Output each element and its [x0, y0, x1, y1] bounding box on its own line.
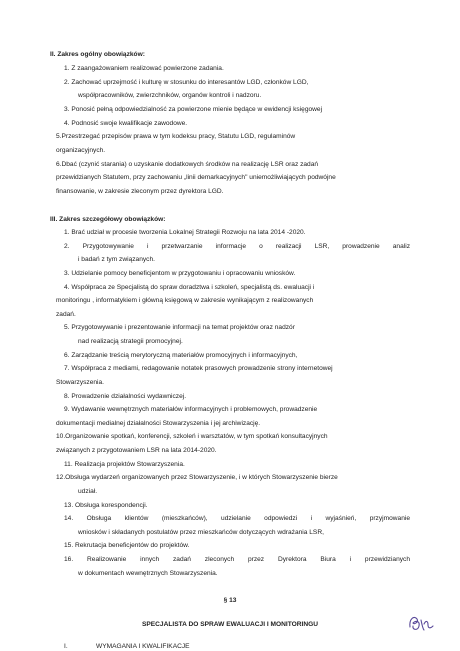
section-heading-general-duties: II. Zakres ogólny obowiązków: — [50, 51, 145, 58]
list-item: 1. Brać udział w procesie tworzenia Lokalnej Strategii Rozwoju na lata 2014 -2020. — [64, 229, 306, 236]
list-item: 2. Zachować uprzejmość i kulturę w stosunku do interesantów LGD, członków LGD, — [64, 79, 309, 86]
list-item: 10.Organizowanie spotkań, konferencji, szkoleń i warsztatów, w tym spotkań konsultacyjnych — [56, 433, 328, 440]
list-item-continuation: nad realizacją strategii promocyjnej. — [78, 338, 183, 345]
list-item: 4. Podnosić swoje kwalifikacje zawodowe. — [64, 120, 188, 127]
list-item-continuation: finansowanie, w zakresie zleconym przez dyrektora LGD. — [56, 188, 224, 195]
list-item-continuation: wniosków i składanych postulatów przez mieszkańców dotyczących wdrażania LSR, — [78, 529, 324, 536]
list-item: 9. Wydawanie wewnętrznych materiałów informacyjnych i problemowych, prowadzenie — [64, 406, 318, 413]
list-item: 4. Współpraca ze Specjalistą do spraw doradztwa i szkoleń, specjalistą ds. ewaluacji i — [64, 284, 315, 291]
list-item-continuation: w dokumentach wewnętrznych Stowarzyszenia. — [78, 570, 218, 577]
list-item-continuation: Stowarzyszenia. — [56, 379, 105, 386]
handwritten-signature — [406, 610, 436, 634]
list-item-continuation: udział. — [78, 488, 98, 495]
section-heading-detailed-duties: III. Zakres szczegółowy obowiązków: — [50, 216, 166, 223]
list-item: 6.Dbać (czynić starania) o uzyskanie dodatkowych środków na realizację LSR oraz zadań — [56, 161, 319, 168]
list-item: 6. Zarządzanie treścią merytoryczną materiałów promocyjnych i informacyjnych, — [64, 352, 298, 359]
list-item: 16. Realizowanie innych zadań zleconych przez Dyrektora Biura i przewidzianych — [64, 556, 410, 563]
list-item: 3. Ponosić pełną odpowiedzialność za powierzone mienie będące w ewidencji księgowej — [64, 106, 323, 113]
list-item: 15. Rekrutacja beneficjentów do projektów. — [64, 542, 190, 549]
subsection-number: I. — [64, 643, 68, 650]
list-item: 13. Obsługa korespondencji. — [64, 502, 148, 509]
list-item-continuation: współpracowników, zwierzchników, organów kontroli i nadzoru. — [78, 92, 262, 99]
list-item: 3. Udzielanie pomocy beneficjentom w przygotowaniu i opracowaniu wniosków. — [64, 270, 296, 277]
list-item: 12.Obsługa wydarzeń organizowanych przez Stowarzyszenie, i w których Stowarzyszenie bierze — [56, 474, 338, 481]
list-item: 2. Przygotowywanie i przetwarzanie informacje o realizacji LSR, prowadzenie analiz — [64, 243, 410, 250]
list-item: 7. Współpraca z mediami, redagowanie notatek prasowych prowadzenie strony internetowej — [64, 365, 333, 372]
list-item-continuation: przewidzianych Statutem, przy zachowaniu „linii demarkacyjnych" uniemożliwiających podwójne — [56, 174, 336, 181]
section-number: § 13 — [223, 597, 237, 604]
list-item-continuation: organizacyjnych. — [56, 147, 106, 154]
list-item-continuation: monitoringu , informatykiem i główną księgową w zakresie wynikającym z realizowanych — [56, 297, 314, 304]
list-item: 8. Prowadzenie działalności wydawniczej. — [64, 393, 187, 400]
subsection-title: WYMAGANIA I KWALIFIKACJE — [96, 643, 190, 650]
list-item: 11. Realizacja projektów Stowarzyszenia. — [64, 461, 185, 468]
section-title: SPECJALISTA DO SPRAW EWALUACJI I MONITORINGU — [141, 621, 319, 628]
list-item-continuation: i badań z tym związanych. — [78, 256, 155, 263]
list-item: 1. Z zaangażowaniem realizować powierzone zadania. — [64, 65, 224, 72]
list-item: 5. Przygotowywanie i prezentowanie informacji na temat projektów oraz nadzór — [64, 324, 295, 331]
list-item: 5.Przestrzegać przepisów prawa w tym kodeksu pracy, Statutu LGD, regulaminów — [56, 133, 296, 140]
list-item-continuation: związanych z przygotowaniem LSR na lata 2014-2020. — [56, 447, 217, 454]
list-item-continuation: zadań. — [56, 311, 76, 318]
list-item: 14. Obsługa klientów (mieszkańców), udzielanie odpowiedzi i wyjaśnień, przyjmowanie — [64, 515, 410, 522]
list-item-continuation: dokumentacji medialnej działalności Stowarzyszenia i jej archiwizację. — [56, 420, 261, 427]
